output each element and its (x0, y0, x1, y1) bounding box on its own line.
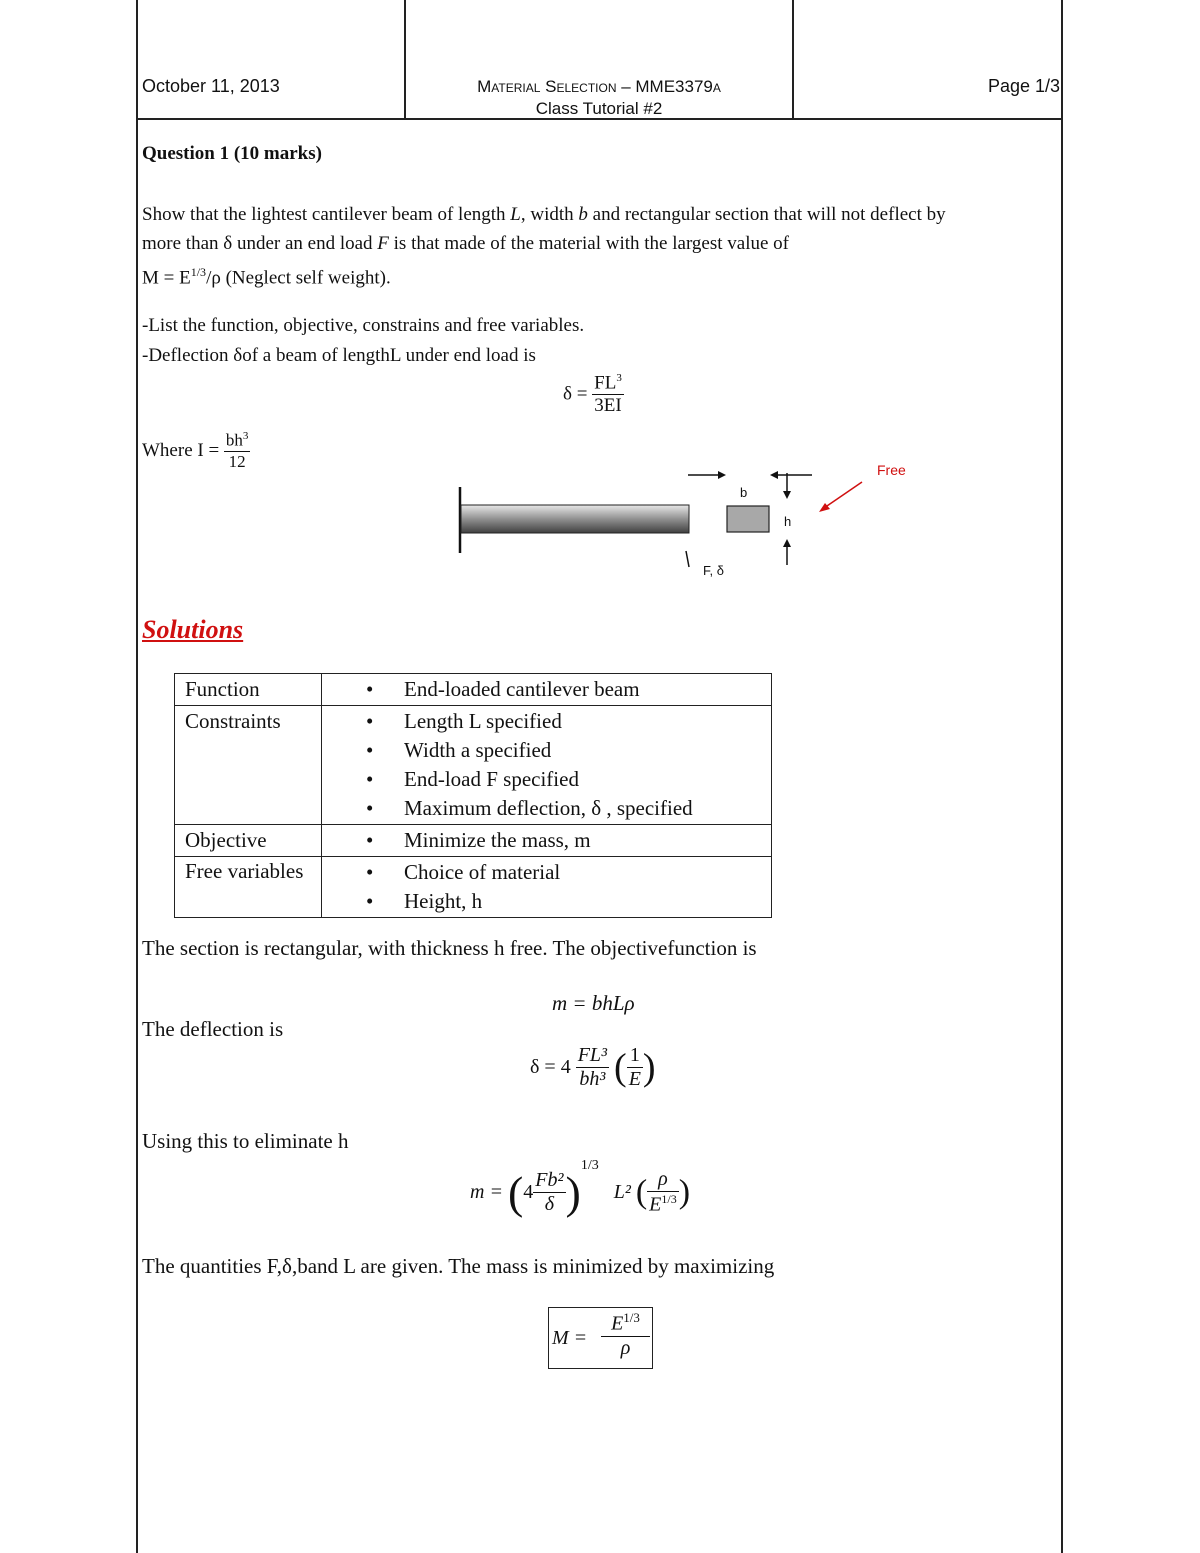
free-arrow (824, 482, 862, 508)
beam-body (461, 505, 689, 533)
list-item: • Choice of material (404, 858, 761, 887)
design-requirements-table (174, 673, 772, 918)
course-title: Material Selection – MME3379a (477, 77, 721, 96)
statement-line-2: more than δ under an end load F is that made of the material with the largest value of (142, 233, 790, 254)
b-label: b (740, 485, 748, 500)
deflection-text: The deflection is (142, 1017, 284, 1041)
row-label: Constraints (175, 706, 322, 825)
statement-line-3: $M = E^{1/3}/\rho$ (Neglect self weight). (142, 265, 391, 289)
free-label: Free (877, 462, 906, 478)
eliminate-text: Using this to eliminate h (142, 1129, 349, 1153)
deflection-instruction: -Deflection δof a beam of lengthL under end load is (142, 345, 536, 366)
cross-section-rect (727, 506, 769, 532)
table-row (175, 674, 772, 706)
statement-line-1: Show that the lightest cantilever beam of length L, width b and rectangular section that will not deflect by (142, 204, 946, 225)
section-text: The section is rectangular, with thickness h free. The objectivefunction is (142, 936, 757, 960)
question-title: Question 1 (10 marks) (142, 143, 322, 164)
row-label: Function (175, 674, 322, 706)
row-label: Objective (175, 825, 322, 857)
table-row (175, 706, 772, 825)
header-course-title (406, 76, 792, 120)
list-item: • End-loaded cantilever beam (404, 675, 761, 704)
list-instruction: -List the function, objective, constrains and free variables. (142, 315, 585, 336)
deflection-equation: δ = 4 $\frac{\text{FL³}}{\text{bh³}}$ ( $\frac{1}{E}$ ) (530, 1044, 656, 1090)
list-item: • Maximum deflection, δ , specified (404, 794, 761, 823)
table-row (175, 825, 772, 857)
list-item: • Minimize the mass, m (404, 826, 761, 855)
header-date: October 11, 2013 (142, 76, 280, 96)
moment-of-inertia-formula: Where I = $\frac{bh^3}{12}$ (142, 430, 249, 471)
header-page-number: Page 1/3 (987, 76, 1060, 96)
cantilever-beam-diagram (440, 455, 920, 590)
delta-formula: δ = $\frac{FL^3}{3EI}$ (563, 372, 622, 417)
question-statement (142, 200, 1060, 292)
mass-equation: m = bhLρ (552, 991, 635, 1015)
list-item: • End-load F specified (404, 765, 761, 794)
h-label: h (784, 514, 792, 529)
list-item: • Length L specified (404, 707, 761, 736)
final-result-box: M = $\frac{E^{1/3}}{\rho}$ (548, 1307, 653, 1369)
list-item: • Height, h (404, 887, 761, 916)
frame-left-border (136, 0, 138, 1553)
row-label: Free variables (175, 857, 322, 918)
solutions-heading: Solutions (142, 615, 244, 644)
list-item: • Width a specified (404, 736, 761, 765)
load-arrow (686, 551, 689, 567)
frame-right-border (1061, 0, 1063, 1553)
given-text: The quantities F,δ,band L are given. The mass is minimized by maximizing (142, 1254, 775, 1278)
course-subtitle: Class Tutorial #2 (535, 99, 663, 118)
table-row (175, 857, 772, 918)
load-label: F, δ (703, 563, 724, 578)
mass-substituted-equation: m = (4 $\frac{\text{Fb²}}{\delta}$ )$^{1/3}$ L² ( $\frac{\rho}{E^{1/3}}$ ) (470, 1158, 691, 1218)
header-divider-2 (792, 0, 794, 118)
